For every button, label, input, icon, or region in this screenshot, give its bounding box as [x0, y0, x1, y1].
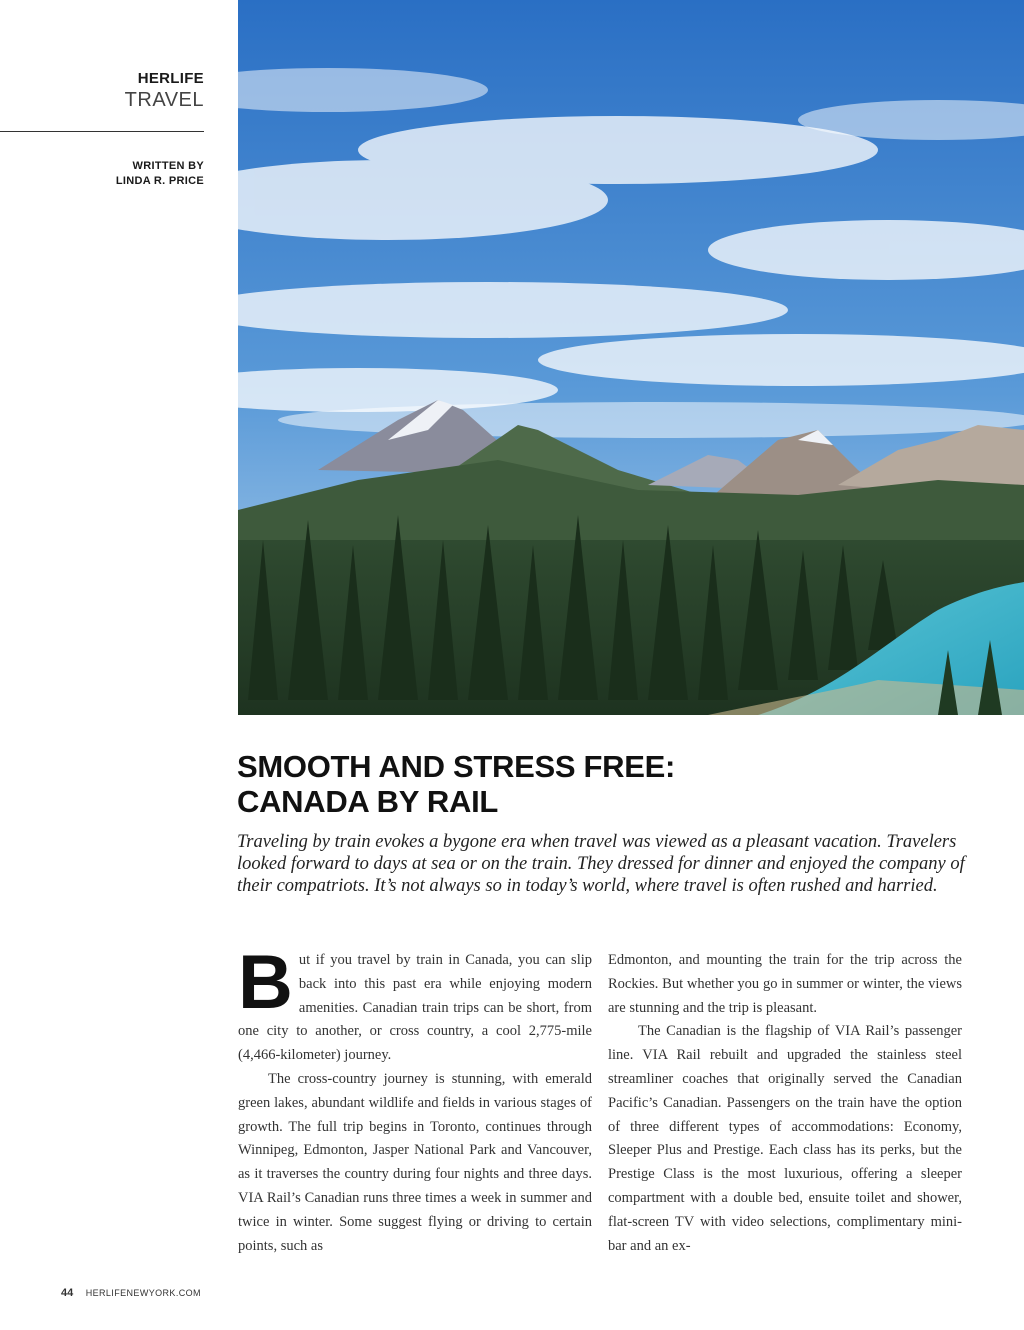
paragraph-1 — [238, 940, 592, 1068]
website-url: HERLIFENEWYORK.COM — [85, 1288, 201, 1298]
section-name: TRAVEL — [124, 89, 204, 111]
magazine-brand: HERLIFE — [137, 70, 204, 87]
paragraph-2: The cross-country journey is stunning, with emerald green lakes, abundant wildlife and fields in various stages of growth. The full trip begins in Toronto, continues through Winnipeg, Edmonton, Jasper National Park and Vancouver, as it traverses the country during four nights and three days. VIA Rail’s Canadian runs three times a week in summer and twice in winter. Some suggest flying or driving to certain points, such as — [238, 1070, 592, 1254]
drop-cap: B — [238, 940, 293, 1025]
sidebar — [0, 0, 238, 1330]
landscape-illustration — [238, 0, 1024, 715]
page-number: 44 — [61, 1287, 74, 1299]
byline — [116, 159, 204, 189]
body-column-right — [608, 949, 962, 1258]
headline-line-2: CANADA BY RAIL — [237, 784, 499, 819]
byline-label: WRITTEN BY — [132, 160, 204, 172]
article-headline — [237, 749, 977, 819]
paragraph-3: Edmonton, and mounting the train for the trip across the Rockies. But whether you go in summer or winter, the views are stunning and the trip is pleasant. — [608, 952, 962, 1016]
headline-line-1: SMOOTH AND STRESS FREE: — [237, 749, 676, 784]
paragraph-1-text: ut if you travel by train in Canada, you can slip back into this past era while enjoying modern amenities. Canadian train trips can be short, from one city to another, or cross country, a cool 2,775-mile (4,466-kilometer) journey. — [238, 952, 592, 1064]
article-deck: Traveling by train evokes a bygone era when travel was viewed as a pleasant vacation. Travelers looked forward to days at sea or on the train. They dressed for dinner and enjoyed the company of their compatriots. It’s not always so in today’s world, where travel is often rushed and harried. — [237, 832, 965, 896]
author-name: LINDA R. PRICE — [115, 175, 204, 187]
hero-image — [238, 0, 1024, 715]
body-column-left — [238, 940, 592, 1258]
paragraph-4: The Canadian is the flagship of VIA Rail’s passenger line. VIA Rail rebuilt and upgraded the stainless steel streamliner coaches that originally served the Canadian Pacific’s Canadian. Passengers on the train have the option of three different types of accommodations: Economy, Sleeper Plus and Prestige. Each class has its perks, but the Prestige Class is the most luxurious, offering a sleeper compartment with a double bed, ensuite toilet and shower, flat-screen TV with video selections, complimentary mini-bar and an ex- — [608, 1023, 962, 1254]
divider — [0, 131, 204, 132]
section-kicker — [125, 70, 204, 112]
page-footer — [61, 1283, 201, 1301]
